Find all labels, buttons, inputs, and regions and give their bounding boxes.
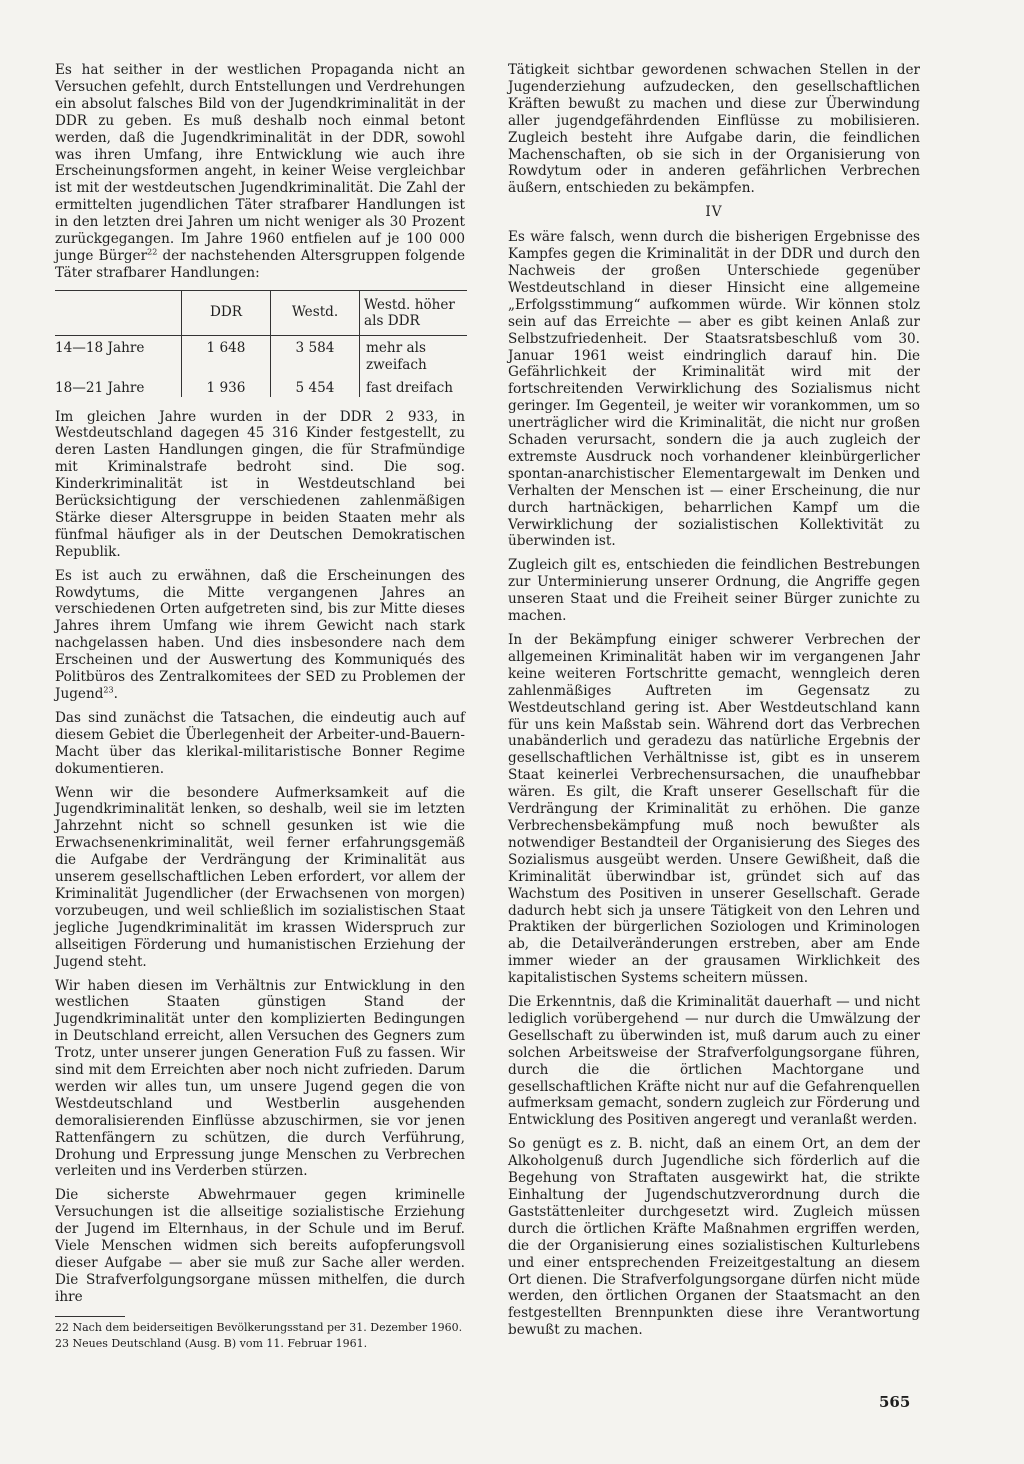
table-cell: 1 936 — [182, 376, 271, 397]
table-cell: 18—21 Jahre — [55, 379, 145, 396]
table-cell: fast dreifach — [360, 376, 468, 397]
table-header — [55, 290, 182, 335]
paragraph: Es hat seither in der westlichen Propaganda nicht an Versuchen gefehlt, durch Entstellungen und Verdrehungen ein absolut falsches Bild von der Jugendkriminalität in der DDR zu geben. Es muß deshalb noch einmal betont werden, daß die Jugendkriminalität in der DDR, sowohl was ihren Umfang, ihre Entwicklung wie auch ihre Erscheinungsformen angeht, in keiner Weise vergleichbar ist mit der westdeutschen Jugendkriminalität. Die Zahl der ermittelten jugendlichen Täter strafbarer Handlungen ist in den letzten drei Jahren um nicht weniger als 30 Prozent zurückgegangen. Im Jahre 1960 entfielen auf je 100 000 junge Bürger$^{22}$ der nachstehenden Altersgruppen folgende Täter strafbarer Handlungen: — [55, 62, 465, 281]
table-cell: 1 648 — [182, 335, 271, 356]
paragraph: Die Erkenntnis, daß die Kriminalität dauerhaft — und nicht lediglich vorübergehend — nur durch die Umwälzung der Gesellschaft zu überwinden ist, muß darum auch zu einer solchen Arbeitsweise der Strafverfolgungsorgane führen, durch die die örtlichen Machtorgane und gesellschaftlichen Kräfte nicht nur auf die Gefahrenquellen aufmerksam gemacht, sondern zugleich zur Förderung und Entwicklung des Positiven angeregt und veranlaßt werden. — [508, 994, 920, 1129]
paragraph: Es ist auch zu erwähnen, daß die Erscheinungen des Rowdytums, die Mitte vergangenen Jahres an verschiedenen Orten aufgetreten sind, bis zur Mitte dieses Jahres ihrem Umfang wie ihrem Gewicht nach stark nachgelassen haben. Und dies insbesondere nach dem Erscheinen und der Auswertung des Kommuniqués des Politbüros des Zentralkomitees der SED zu Problemen der Jugend$^{23}$. — [55, 567, 465, 702]
statistics-table — [55, 290, 467, 397]
table-row — [55, 357, 467, 376]
table-header-row — [55, 290, 467, 335]
page-number: 565 — [879, 1393, 911, 1411]
table-cell — [55, 357, 182, 376]
section-heading: IV — [705, 204, 723, 221]
paragraph: Die sicherste Abwehrmauer gegen kriminelle Versuchungen ist die allseitige sozialistische Erziehung der Jugend im Elternhaus, in der Schule und im Beruf. Viele Menschen widmen sich bereits aufopferungsvoll dieser Aufgabe — aber sie muß zur Sache aller werden. Die Strafverfolgungsorgane müssen mithelfen, die durch ihre — [55, 1187, 465, 1305]
paragraph: Im gleichen Jahre wurden in der DDR 2 933, in Westdeutschland dagegen 45 316 Kinder festgestellt, zu deren Lasten Handlungen gingen, die für Strafmündige mit Kriminalstrafe bedroht sind. Die sog. Kinderkriminalität ist in Westdeutschland bei Berücksichtigung der verschiedenen zahlenmäßigen Stärke dieser Altersgruppe in beiden Staaten mehr als fünfmal häufiger als in der Deutschen Demokratischen Republik. — [55, 408, 465, 560]
table-row — [55, 335, 467, 356]
right-column — [508, 62, 920, 1346]
table-header: Westd. höher als DDR — [360, 290, 468, 335]
footnote-ref: 22 — [147, 247, 158, 257]
table-cell: mehr als — [360, 335, 468, 356]
table-cell — [271, 357, 360, 376]
table-cell: 5 454 — [271, 376, 360, 397]
table-row — [55, 376, 467, 397]
footnote-divider — [55, 1316, 125, 1317]
table-header: DDR — [182, 290, 271, 335]
paragraph: So genügt es z. B. nicht, daß an einem Ort, an dem der Alkoholgenuß durch Jugendliche sich förderlich auf die Begehung von Straftaten ausgewirkt hat, die strikte Einhaltung der Jugendschutzverordnung durch die Gaststättenleiter durchgesetzt wird. Zugleich müssen durch die örtlichen Kräfte Maßnahmen ergriffen werden, die der Organisierung eines sozialistischen Kulturlebens und einer entsprechenden Freizeitgestaltung an diesem Ort dienen. Die Strafverfolgungsorgane dürfen nicht müde werden, den örtlichen Organen der Staatsmacht an den festgestellten Brennpunkten diese ihre Verantwortung bewußt zu machen. — [508, 1136, 920, 1339]
paragraph: Zugleich gilt es, entschieden die feindlichen Bestrebungen zur Unterminierung unserer Ordnung, die Angriffe gegen unseren Staat und die Freiheit seiner Bürger zunichte zu machen. — [508, 557, 920, 625]
paragraph: In der Bekämpfung einiger schwerer Verbrechen der allgemeinen Kriminalität haben wir im vergangenen Jahr keine weiteren Fortschritte gemacht, wenngleich deren zahlenmäßiges Auftreten im Gegensatz zu Westdeutschland gering ist. Aber Westdeutschland kann für uns kein Maßstab sein. Während dort das Verbrechen unabänderlich und geradezu das natürliche Ergebnis der gesellschaftlichen Verhältnisse ist, gibt es in unserem Staat keinerlei Verbrechensursachen, die unaufhebbar wären. Es gilt, die Kraft unserer Gesellschaft für die Verdrängung der Kriminalität zu erhöhen. Die ganze Verbrechensbekämpfung muß noch bewußter als notwendiger Bestandteil der Organisierung des Sieges des Sozialismus ausgeübt werden. Unsere Gewißheit, daß die Kriminalität überwindbar ist, gründet sich auf das Wachstum des Positiven in unserer Gesellschaft. Gerade dadurch hebt sich ja unsere Tätigkeit von den Lehren und Praktiken der bürgerlichen Soziologen und Kriminologen ab, die Detailveränderungen erstreben, aber am Ende immer wieder an der grausamen Wirklichkeit des kapitalistischen Systems scheitern müssen. — [508, 632, 920, 987]
table-cell: 3 584 — [271, 335, 360, 356]
table-cell — [182, 357, 271, 376]
paragraph: Wir haben diesen im Verhältnis zur Entwicklung in den westlichen Staaten günstigen Stand der Jugendkriminalität unter den komplizierten Bedingungen in Deutschland erreicht, allen Versuchen des Gegners zum Trotz, unter unserer jungen Generation Fuß zu fassen. Wir sind mit dem Erreichten aber noch nicht zufrieden. Darum werden wir alles tun, um unsere Jugend gegen die von Westdeutschland und Westberlin ausgehenden demoralisierenden Einflüsse abzuschirmen, sie vor jenen Rattenfängern zu schützen, die durch Verführung, Drohung und Erpressung junge Menschen zu Verbrechen verleiten und ins Verderben stürzen. — [55, 977, 465, 1180]
paragraph: Das sind zunächst die Tatsachen, die eindeutig auch auf diesem Gebiet die Überlegenheit der Arbeiter-und-Bauern-Macht über das klerikal-militaristische Bonner Regime dokumentieren. — [55, 709, 465, 777]
table-header: Westd. — [271, 290, 360, 335]
left-column — [55, 62, 465, 1353]
footnote-ref: 23 — [103, 685, 114, 695]
footnote: 23 Neues Deutschland (Ausg. B) vom 11. Februar 1961. — [55, 1336, 368, 1350]
paragraph: Tätigkeit sichtbar gewordenen schwachen Stellen in der Jugenderziehung aufzudecken, den gesellschaftlichen Kräften bewußt zu machen und diese zur Überwindung aller jugendgefährdenden Einflüsse zu mobilisieren. Zugleich besteht ihre Aufgabe darin, die feindlichen Machenschaften, ob sie sich in der Organisierung von Rowdytum oder in anderen gefährlichen Verbrechen äußern, entschieden zu bekämpfen. — [508, 62, 920, 197]
paragraph: Wenn wir die besondere Aufmerksamkeit auf die Jugendkriminalität lenken, so deshalb, weil sie im letzten Jahrzehnt nicht so schnell gesunken ist wie die Erwachsenenkriminalität, weil ferner erfahrungsgemäß die Aufgabe der Verdrängung der Kriminalität aus unserem gesellschaftlichen Leben erfordert, vor allem der Kriminalität Jugendlicher (der Erwachsenen von morgen) vorzubeugen, und weil schließlich im sozialistischen Staat jegliche Jugendkriminalität im krassen Widerspruch zur allseitigen Förderung und humanistischen Erziehung der Jugend steht. — [55, 784, 465, 970]
footnote: 22 Nach dem beiderseitigen Bevölkerungsstand per 31. Dezember 1960. — [55, 1320, 463, 1334]
table-cell: 14—18 Jahre — [55, 339, 145, 356]
paragraph: Es wäre falsch, wenn durch die bisherigen Ergebnisse des Kampfes gegen die Kriminalität in der DDR und durch den Nachweis der großen Unterschiede gegenüber Westdeutschland in dieser Hinsicht eine allgemeine „Erfolgsstimmung“ aufkommen würde. Wir können stolz sein auf das Erreichte — aber es gibt keinen Anlaß zur Selbstzufriedenheit. Der Staatsratsbeschluß vom 30. Januar 1961 weist eindringlich darauf hin. Die Gefährlichkeit der Kriminalität wird mit der fortschreitenden Verwirklichung des Sozialismus nicht geringer. Im Gegenteil, je weiter wir vorankommen, um so unerträglicher wird die Kriminalität, die nicht nur großen Schaden verursacht, sondern die ja auch zugleich der extremste Ausdruck noch vorhandener kleinbürgerlicher spontan-anarchistischer Elementargewalt im Denken und Verhalten der Menschen ist — einer Erscheinung, die nur durch hartnäckigen, beharrlichen Kampf um die Verwirklichung der sozialistischen Kollektivität zu überwinden ist. — [508, 229, 920, 550]
table-cell: zweifach — [360, 357, 468, 376]
